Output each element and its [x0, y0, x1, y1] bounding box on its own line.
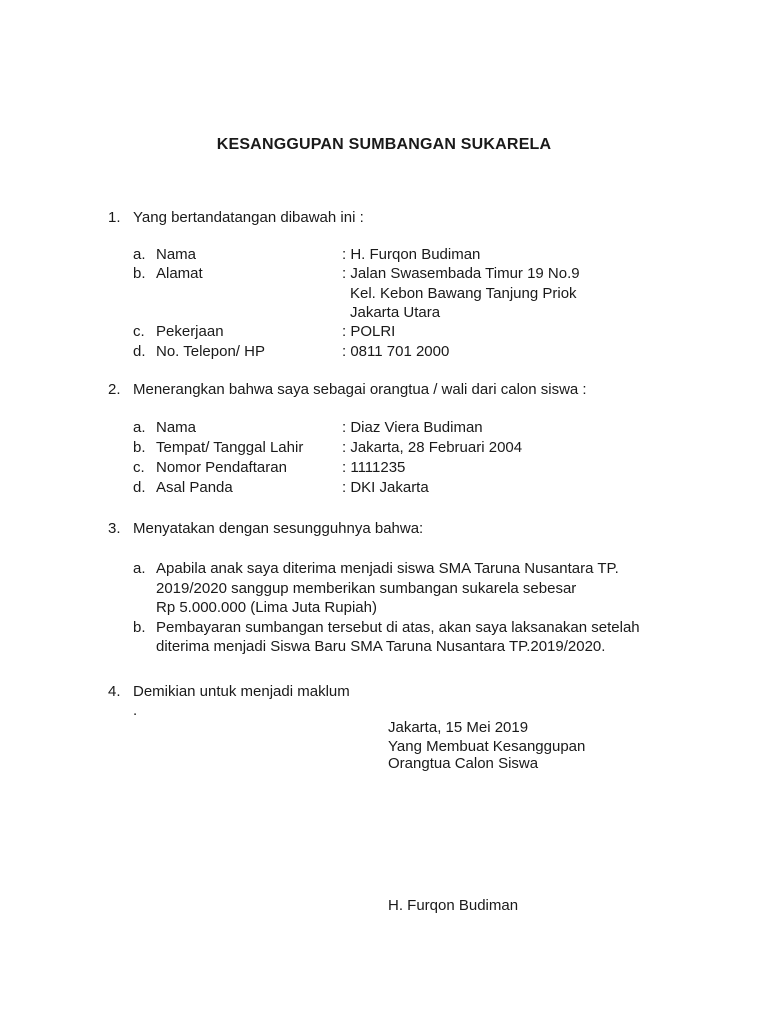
address-line-2: Kel. Kebon Bawang Tanjung Priok [350, 285, 577, 302]
section-1-heading: Yang bertandatangan dibawah ini : [133, 209, 364, 226]
section-3-number: 3. [108, 520, 121, 537]
point-letter: a. [133, 560, 146, 577]
field-label-pekerjaan: Pekerjaan [156, 323, 224, 340]
document-title: KESANGGUPAN SUMBANGAN SUKARELA [216, 136, 552, 153]
section-2-heading: Menerangkan bahwa saya sebagai orangtua / wali dari calon siswa : [133, 381, 587, 398]
signature-place-date: Jakarta, 15 Mei 2019 [388, 719, 529, 736]
field-label-alamat: Alamat [156, 265, 203, 282]
section-4-heading: Demikian untuk menjadi maklum [133, 683, 350, 700]
field-label-nomor-pendaftaran: Nomor Pendaftaran [156, 459, 287, 476]
field-value-alamat: : Jalan Swasembada Timur 19 No.9 [342, 265, 580, 282]
point-b-line-1: Pembayaran sumbangan tersebut di atas, akan saya laksanakan setelah [156, 619, 640, 636]
field-letter: c. [133, 459, 145, 476]
section-1-number: 1. [108, 209, 121, 226]
field-label-ttl: Tempat/ Tanggal Lahir [156, 439, 304, 456]
field-value-pekerjaan: : POLRI [342, 323, 396, 340]
signature-role-1: Yang Membuat Kesanggupan [388, 738, 586, 755]
field-value-nama: : H. Furqon Budiman [342, 246, 481, 263]
field-letter: a. [133, 419, 146, 436]
field-letter: a. [133, 246, 146, 263]
section-2-number: 2. [108, 381, 121, 398]
field-label-telepon: No. Telepon/ HP [156, 343, 265, 360]
field-letter: b. [133, 439, 146, 456]
signature-role-2: Orangtua Calon Siswa [388, 755, 539, 772]
point-b-line-2: diterima menjadi Siswa Baru SMA Taruna Nusantara TP.2019/2020. [156, 638, 606, 655]
field-label-asal-panda: Asal Panda [156, 479, 233, 496]
field-label-nama: Nama [156, 246, 197, 263]
field-letter: b. [133, 265, 146, 282]
field-value-nomor-pendaftaran: : 1111235 [342, 459, 406, 476]
point-letter: b. [133, 619, 146, 636]
point-a-line-1: Apabila anak saya diterima menjadi siswa SMA Taruna Nusantara TP. [156, 560, 619, 577]
field-value-asal-panda: : DKI Jakarta [342, 479, 429, 496]
field-value-nama-siswa: : Diaz Viera Budiman [342, 419, 483, 436]
field-letter: d. [133, 479, 146, 496]
address-line-3: Jakarta Utara [350, 304, 441, 321]
field-value-ttl: : Jakarta, 28 Februari 2004 [342, 439, 523, 456]
field-letter: d. [133, 343, 146, 360]
field-label-nama-siswa: Nama [156, 419, 197, 436]
point-a-line-3: Rp 5.000.000 (Lima Juta Rupiah) [156, 599, 377, 616]
section-4-trailing-dot: . [133, 702, 138, 719]
signature-name: H. Furqon Budiman [388, 897, 519, 914]
field-value-telepon: : 0811 701 2000 [342, 343, 450, 360]
section-3-heading: Menyatakan dengan sesungguhnya bahwa: [133, 520, 424, 537]
point-a-line-2: 2019/2020 sanggup memberikan sumbangan sukarela sebesar [156, 580, 577, 597]
section-4-number: 4. [108, 683, 121, 700]
field-letter: c. [133, 323, 145, 340]
